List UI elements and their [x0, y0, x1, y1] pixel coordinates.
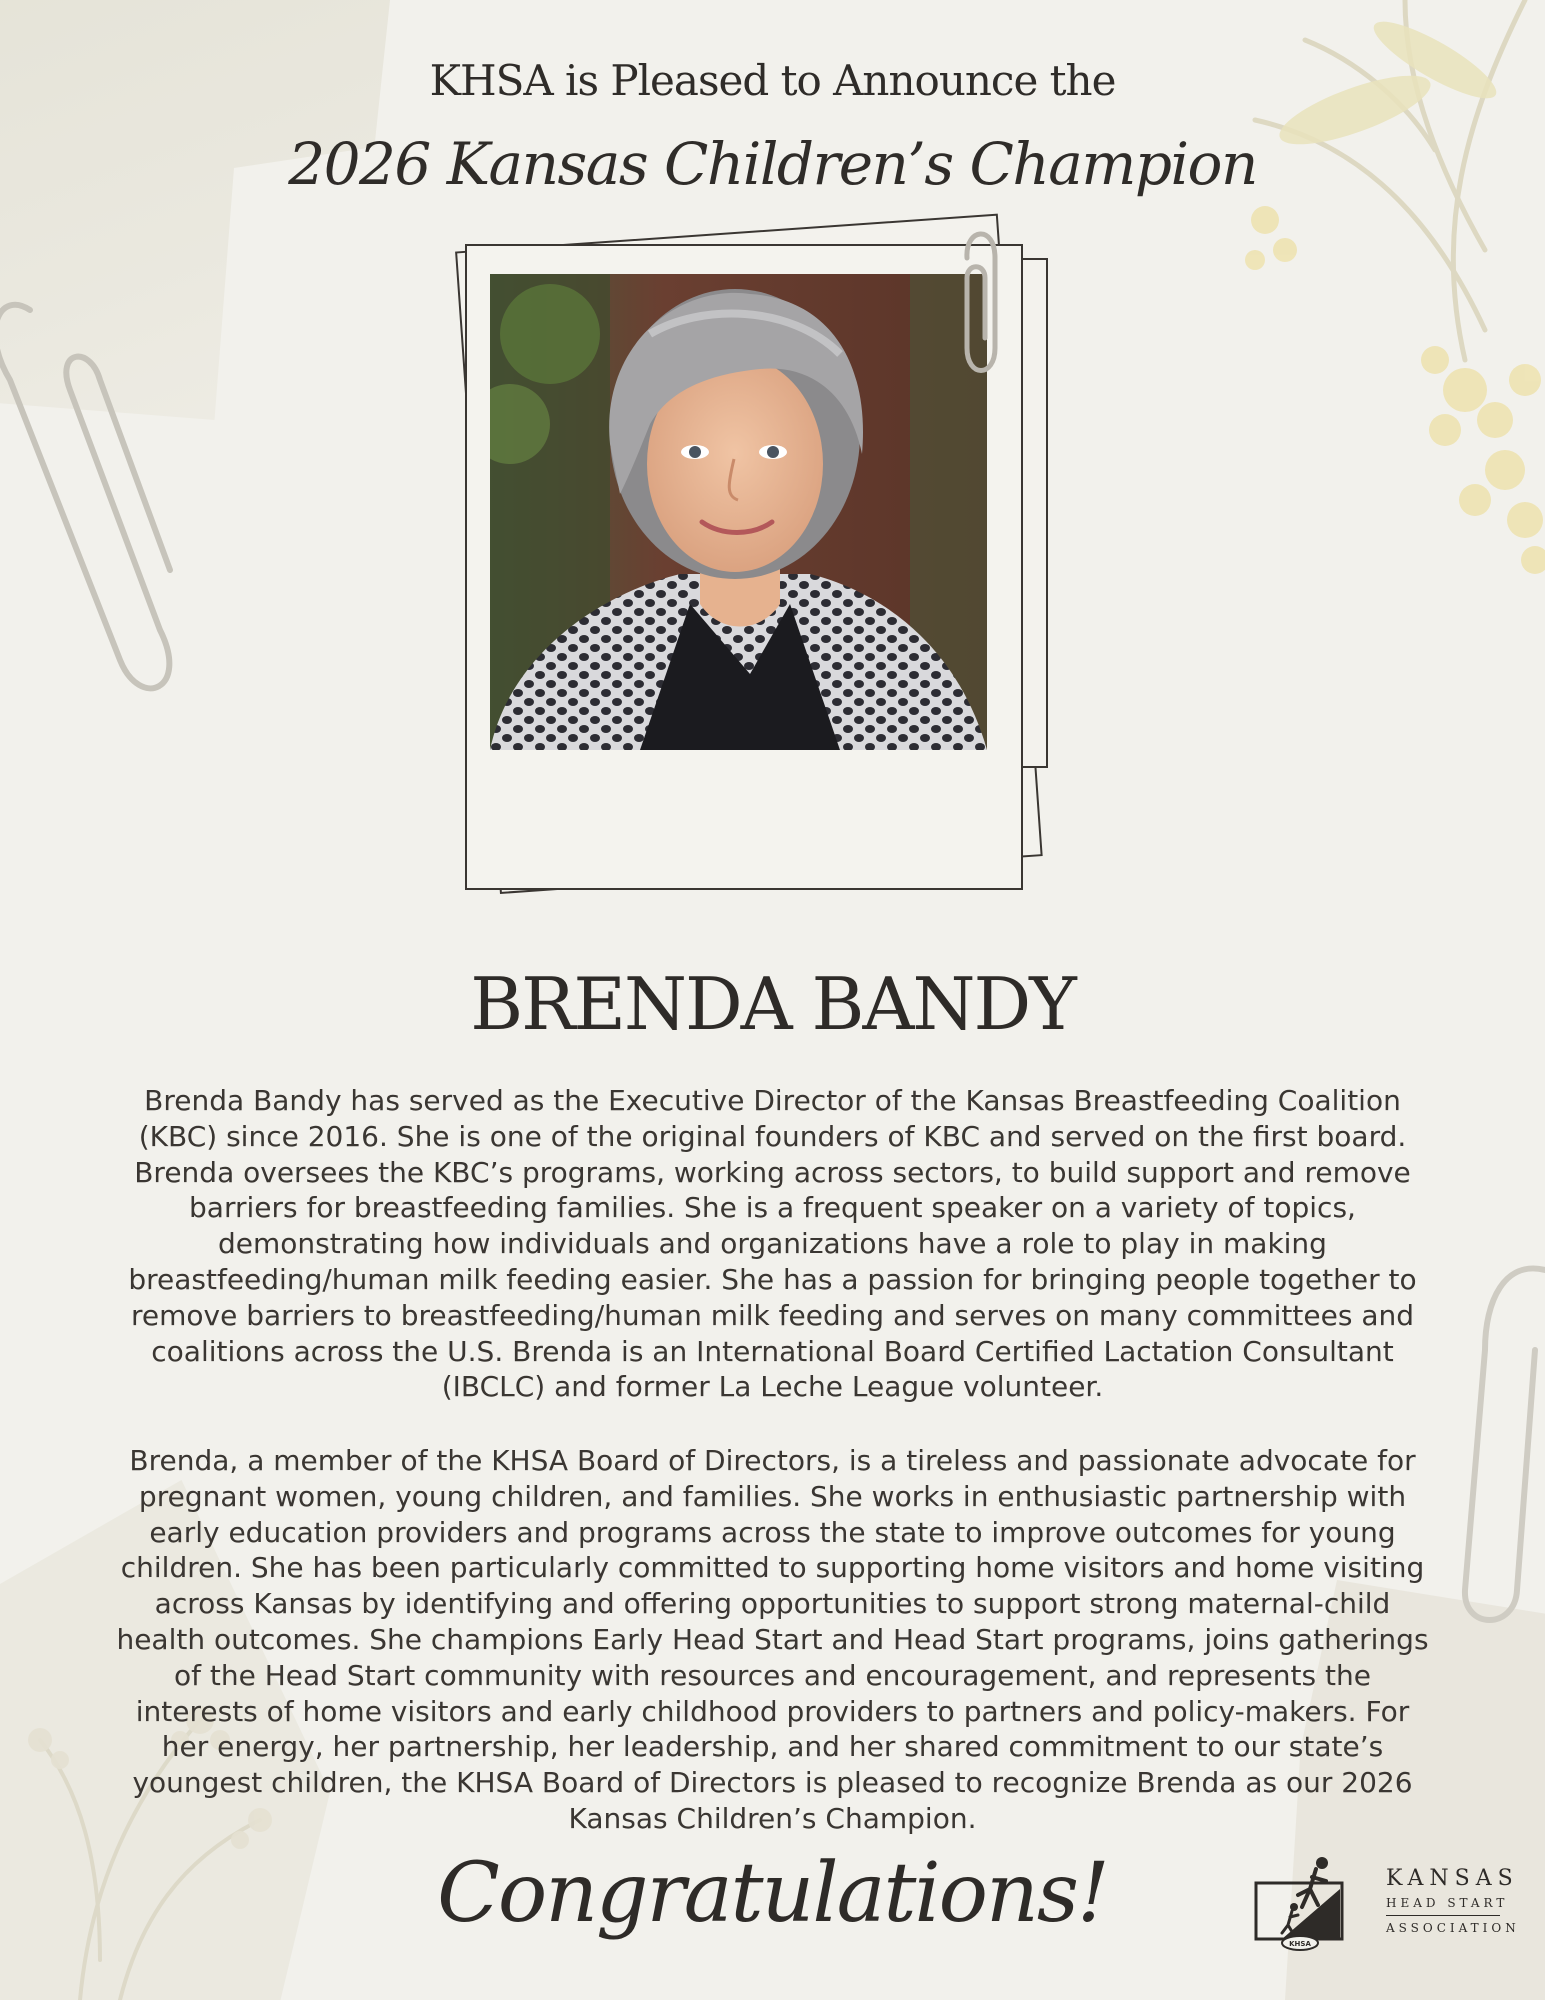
paperclip-decoration: [0, 250, 180, 720]
bio-paragraph: Brenda, a member of the KHSA Board of Directors, is a tireless and passionate advocate for pregnant women, young children, and families. She works in enthusiastic partnership with early education providers and programs across the state to improve outcomes for young children. She has been particularly committed to supporting home visitors and home visiting across Kansas by identifying and offering opportunities to support strong maternal-child health outcomes. She champions Early Head Start and Head Start programs, joins gatherings of the Head Start community with resources and encouragement, and represents the interests of home visitors and early childhood providers to partners and policy-makers. For her energy, her partnership, her leadership, and her shared commitment to our state’s youngest children, the KHSA Board of Directors is pleased to recognize Brenda as our 2026 Kansas Children’s Champion.: [116, 1444, 1429, 1835]
honoree-portrait: [490, 274, 987, 750]
logo-line-kansas: KANSAS: [1386, 1866, 1519, 1891]
logo-line-association: ASSOCIATION: [1386, 1921, 1520, 1935]
logo-divider: [1386, 1915, 1500, 1916]
award-title: 2026 Kansas Children’s Champion: [288, 130, 1257, 198]
congratulations-text: Congratulations!: [437, 1846, 1108, 1941]
honoree-name: BRENDA BANDY: [470, 962, 1075, 1046]
khsa-logo: [1252, 1855, 1520, 1951]
logo-badge-text: KHSA: [1289, 1940, 1311, 1948]
logo-wordmark: [1386, 1865, 1520, 1938]
paperclip-icon: [955, 218, 1005, 376]
bio-paragraph: Brenda Bandy has served as the Executive Director of the Kansas Breastfeeding Coalition (KBC) since 2016. She is one of the original founders of KBC and served on the first board. Brenda oversees the KBC’s programs, working across sectors, to build support and remove barriers for breastfeeding families. She is a frequent speaker on a variety of topics, demonstrating how individuals and organizations have a role to play in making breastfeeding/human milk feeding easier. She has a passion for bringing people together to remove barriers to breastfeeding/human milk feeding and serves on many committees and coalitions across the U.S. Brenda is an International Board Certified Lactation Consultant (IBCLC) and former La Leche League volunteer.: [128, 1084, 1417, 1404]
announcement-heading: KHSA is Pleased to Announce the: [429, 56, 1116, 105]
paperclip-decoration: [1425, 1230, 1545, 1630]
logo-line-head-start: HEAD START: [1386, 1896, 1509, 1910]
khsa-logo-mark-icon: [1252, 1855, 1348, 1951]
